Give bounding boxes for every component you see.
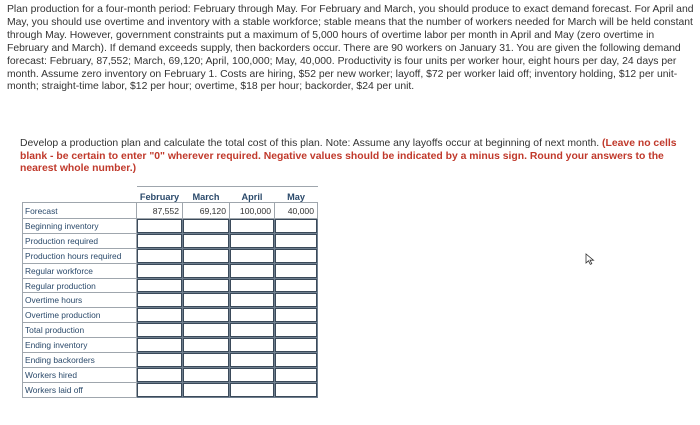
forecast-label: Forecast [23, 203, 137, 219]
input-cell-may[interactable] [275, 338, 318, 353]
answer-input[interactable] [275, 249, 317, 263]
forecast-april: 100,000 [230, 203, 275, 219]
input-cell-february[interactable] [137, 263, 183, 278]
row-label: Beginning inventory [23, 219, 137, 234]
input-cell-march[interactable] [183, 323, 230, 338]
answer-input[interactable] [183, 264, 229, 278]
answer-input[interactable] [275, 338, 317, 352]
answer-input[interactable] [230, 338, 274, 352]
answer-input[interactable] [230, 308, 274, 322]
answer-input[interactable] [275, 353, 317, 367]
answer-input[interactable] [230, 323, 274, 337]
table-row [23, 219, 318, 234]
row-label: Workers hired [23, 367, 137, 382]
answer-input[interactable] [230, 219, 274, 233]
input-cell-february[interactable] [137, 278, 183, 293]
input-cell-april[interactable] [230, 367, 275, 382]
header-march: March [183, 187, 230, 203]
header-april: April [230, 187, 275, 203]
input-cell-may[interactable] [275, 382, 318, 397]
instructions-text: Develop a production plan and calculate the total cost of this plan. Note: Assume any layoffs occur at beginning of next month. [20, 138, 600, 149]
answer-input[interactable] [275, 264, 317, 278]
input-cell-march[interactable] [183, 263, 230, 278]
row-label: Production required [23, 233, 137, 248]
table-row [23, 367, 318, 382]
input-cell-may[interactable] [275, 263, 318, 278]
row-label: Production hours required [23, 248, 137, 263]
input-cell-february[interactable] [137, 233, 183, 248]
input-cell-april[interactable] [230, 382, 275, 397]
input-cell-may[interactable] [275, 248, 318, 263]
input-cell-march[interactable] [183, 248, 230, 263]
answer-input[interactable] [275, 219, 317, 233]
input-cell-march[interactable] [183, 219, 230, 234]
input-cell-april[interactable] [230, 323, 275, 338]
input-cell-may[interactable] [275, 278, 318, 293]
input-rows [23, 219, 318, 398]
header-blank [23, 187, 137, 203]
input-cell-february[interactable] [137, 367, 183, 382]
answer-input[interactable] [137, 293, 182, 307]
input-cell-may[interactable] [275, 323, 318, 338]
answer-input[interactable] [183, 293, 229, 307]
answer-input[interactable] [275, 308, 317, 322]
mouse-cursor-icon [585, 253, 595, 265]
table-row [23, 278, 318, 293]
answer-input[interactable] [230, 249, 274, 263]
problem-statement [7, 4, 695, 94]
input-cell-april[interactable] [230, 278, 275, 293]
answer-input[interactable] [230, 353, 274, 367]
forecast-march: 69,120 [183, 203, 230, 219]
answer-input[interactable] [230, 383, 274, 397]
answer-input[interactable] [137, 308, 182, 322]
input-cell-february[interactable] [137, 219, 183, 234]
answer-input[interactable] [183, 353, 229, 367]
forecast-row [23, 203, 318, 219]
answer-input[interactable] [275, 323, 317, 337]
input-cell-february[interactable] [137, 308, 183, 323]
input-cell-april[interactable] [230, 248, 275, 263]
answer-input[interactable] [183, 234, 229, 248]
input-cell-february[interactable] [137, 293, 183, 308]
input-cell-february[interactable] [137, 323, 183, 338]
row-label: Overtime hours [23, 293, 137, 308]
answer-input[interactable] [137, 234, 182, 248]
input-cell-march[interactable] [183, 293, 230, 308]
answer-input[interactable] [137, 249, 182, 263]
table-row [23, 233, 318, 248]
input-cell-may[interactable] [275, 367, 318, 382]
answer-input[interactable] [230, 279, 274, 293]
answer-input[interactable] [137, 353, 182, 367]
input-cell-may[interactable] [275, 353, 318, 368]
answer-input[interactable] [230, 293, 274, 307]
input-cell-april[interactable] [230, 353, 275, 368]
forecast-may: 40,000 [275, 203, 318, 219]
answer-input[interactable] [137, 279, 182, 293]
input-cell-march[interactable] [183, 278, 230, 293]
answer-input[interactable] [183, 368, 229, 382]
table-row [23, 323, 318, 338]
answer-input[interactable] [275, 383, 317, 397]
answer-input[interactable] [275, 293, 317, 307]
header-may: May [275, 187, 318, 203]
input-cell-april[interactable] [230, 293, 275, 308]
answer-input[interactable] [137, 383, 182, 397]
input-cell-march[interactable] [183, 308, 230, 323]
table-row [23, 263, 318, 278]
row-label: Regular workforce [23, 263, 137, 278]
table-row [23, 293, 318, 308]
input-cell-may[interactable] [275, 219, 318, 234]
input-cell-march[interactable] [183, 367, 230, 382]
table-row [23, 338, 318, 353]
answer-input[interactable] [137, 368, 182, 382]
answer-input[interactable] [137, 323, 182, 337]
production-plan-table [22, 186, 318, 398]
answer-input[interactable] [137, 219, 182, 233]
input-cell-march[interactable] [183, 353, 230, 368]
table-row [23, 353, 318, 368]
row-label: Overtime production [23, 308, 137, 323]
input-cell-february[interactable] [137, 353, 183, 368]
forecast-february: 87,552 [137, 203, 183, 219]
input-cell-april[interactable] [230, 308, 275, 323]
answer-input[interactable] [275, 368, 317, 382]
input-cell-april[interactable] [230, 338, 275, 353]
input-cell-may[interactable] [275, 233, 318, 248]
answer-input[interactable] [183, 323, 229, 337]
instructions [20, 138, 690, 176]
answer-input[interactable] [183, 249, 229, 263]
table-header-row [23, 187, 318, 203]
answer-input[interactable] [137, 264, 182, 278]
answer-input[interactable] [183, 219, 229, 233]
answer-input[interactable] [230, 368, 274, 382]
answer-input[interactable] [137, 338, 182, 352]
row-label: Ending inventory [23, 338, 137, 353]
row-label: Workers laid off [23, 382, 137, 397]
answer-input[interactable] [183, 279, 229, 293]
input-cell-april[interactable] [230, 263, 275, 278]
input-cell-february[interactable] [137, 338, 183, 353]
input-cell-may[interactable] [275, 293, 318, 308]
answer-input[interactable] [230, 264, 274, 278]
input-cell-march[interactable] [183, 338, 230, 353]
instructions-warning: (Leave no cells blank - be certain to enter "0" wherever required. Negative values should be indicated by a minus sign. Round your answers to the nearest whole number.) [20, 138, 677, 175]
input-cell-march[interactable] [183, 233, 230, 248]
input-cell-april[interactable] [230, 233, 275, 248]
answer-input[interactable] [183, 338, 229, 352]
table-row [23, 308, 318, 323]
answer-input[interactable] [230, 234, 274, 248]
input-cell-march[interactable] [183, 382, 230, 397]
table-row [23, 382, 318, 397]
input-cell-april[interactable] [230, 219, 275, 234]
answer-input[interactable] [183, 383, 229, 397]
answer-input[interactable] [275, 234, 317, 248]
row-label: Ending backorders [23, 353, 137, 368]
header-february: February [137, 187, 183, 203]
input-cell-february[interactable] [137, 382, 183, 397]
input-cell-february[interactable] [137, 248, 183, 263]
row-label: Regular production [23, 278, 137, 293]
input-cell-may[interactable] [275, 308, 318, 323]
problem-text: Plan production for a four-month period: February through May. For February and March, you should produce to exact demand forecast. For April and May, you should use overtime and inventory with a stable workforce; stable means that the number of workers needed for March will be held constant through May. However, government constraints put a maximum of 5,000 hours of overtime labor per month in April and May (zero overtime in February and March). If demand exceeds supply, then backorders occur. There are 90 workers on January 31. You are given the following demand forecast: February, 87,552; March, 69,120; April, 100,000; May, 40,000. Productivity is four units per worker hour, eight hours per day, 24 days per month. Assume zero inventory on February 1. Costs are hiring, $52 per new worker; layoff, $72 per worker laid off; inventory holding, $12 per unit-month; straight-time labor, $12 per hour; overtime, $18 per hour; backorder, $24 per unit. [7, 4, 694, 93]
answer-input[interactable] [183, 308, 229, 322]
table-row [23, 248, 318, 263]
row-label: Total production [23, 323, 137, 338]
answer-input[interactable] [275, 279, 317, 293]
